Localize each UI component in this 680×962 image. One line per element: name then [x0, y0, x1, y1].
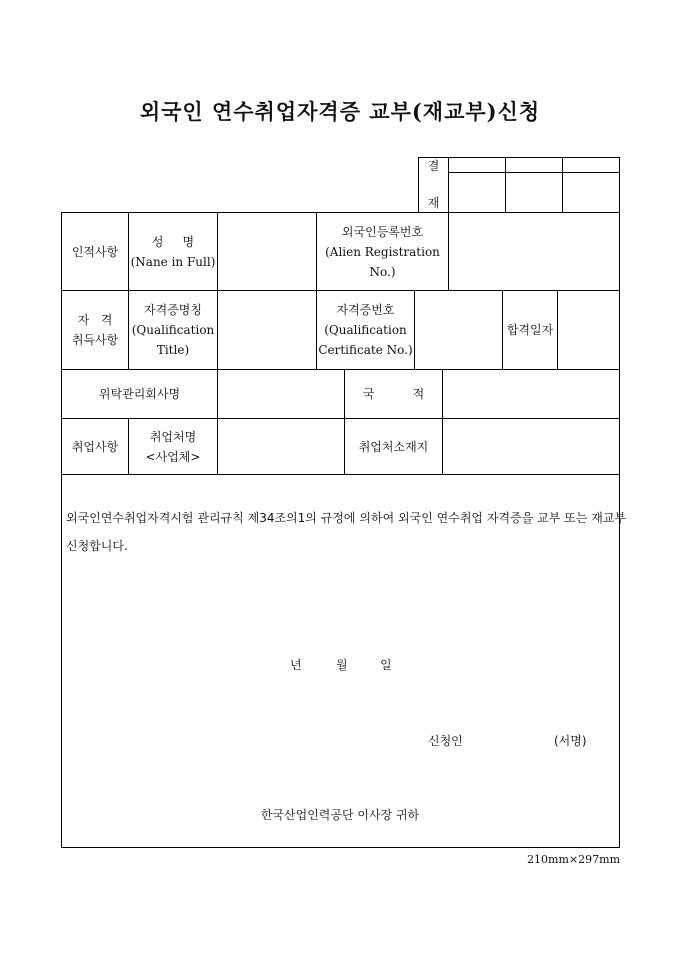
registration-label: [317, 213, 448, 290]
company-label: 위탁관리회사명: [98, 387, 181, 401]
employer-input[interactable]: [218, 419, 344, 474]
pass-date-label: 합격일자: [506, 323, 554, 337]
name-label: [129, 213, 217, 290]
signature-label: (서명): [554, 734, 587, 748]
recipient: 한국산업인력공단 이사장 귀하: [260, 808, 420, 822]
registration-label-en: (Alien Registration: [325, 244, 440, 259]
certificate-number-label: [317, 291, 414, 369]
location-input[interactable]: [443, 419, 619, 474]
applicant-name-input[interactable]: [470, 728, 550, 748]
approval-sign-box[interactable]: [449, 173, 505, 212]
registration-label-en-2: No.): [369, 264, 396, 279]
section-qualification-line1: 자 격: [77, 313, 113, 327]
section-qualification-line2: 취득사항: [71, 333, 119, 347]
applicant-label: 신청인: [428, 734, 463, 748]
section-qualification: [62, 291, 128, 369]
certificate-number-en-2: Certificate No.): [318, 343, 413, 357]
name-label-en: (Nane in Full): [130, 254, 216, 269]
employer-label-line2: <사업체>: [145, 449, 201, 464]
employer-label: [129, 419, 217, 474]
employer-label-line1: 취업처명: [149, 429, 197, 444]
company-input[interactable]: [218, 370, 344, 418]
application-statement: 외국인연수취업자격시험 관리규칙 제34조의1의 규정에 의하여 외국인 연수취업 자격증을 교부 또는 재교부 신청합니다.: [66, 511, 626, 553]
row-divider: [61, 474, 620, 475]
name-input[interactable]: [218, 213, 316, 290]
section-employment: 취업사항: [71, 439, 119, 454]
qualification-title-en: (Qualification: [131, 323, 215, 337]
section-personal: 인적사항: [71, 244, 119, 259]
approval-right-border: [619, 157, 620, 212]
form-bottom-border: [61, 847, 620, 848]
paper-size-note: 210mm×297mm: [527, 853, 620, 866]
approval-sign-box[interactable]: [563, 173, 619, 212]
certificate-number-ko: 자격증번호: [336, 303, 395, 317]
qualification-title-input[interactable]: [218, 291, 316, 369]
date-day-label: 일: [380, 658, 392, 672]
location-label: 취업처소재지: [358, 439, 429, 454]
approval-sign-box[interactable]: [506, 173, 562, 212]
qualification-title-label: [129, 291, 217, 369]
certificate-number-input[interactable]: [415, 291, 502, 369]
date-month-label: 월: [336, 658, 348, 672]
qualification-title-en-2: Title): [156, 343, 190, 357]
approval-label-bottom: 재: [427, 196, 440, 210]
pass-date-input[interactable]: [558, 291, 619, 369]
date-year-label: 년: [290, 658, 302, 672]
approval-label-top: 결: [427, 159, 440, 173]
form-title: 외국인 연수취업자격증 교부(재교부)신청: [139, 99, 541, 124]
nationality-input[interactable]: [443, 370, 619, 418]
registration-label-ko: 외국인등록번호: [341, 224, 424, 239]
qualification-title-ko: 자격증명칭: [144, 303, 202, 317]
nationality-label: 국 적: [362, 387, 425, 401]
name-label-ko: 성 명: [151, 234, 195, 249]
registration-number-input[interactable]: [449, 213, 619, 290]
certificate-number-en: (Qualification: [324, 323, 407, 337]
